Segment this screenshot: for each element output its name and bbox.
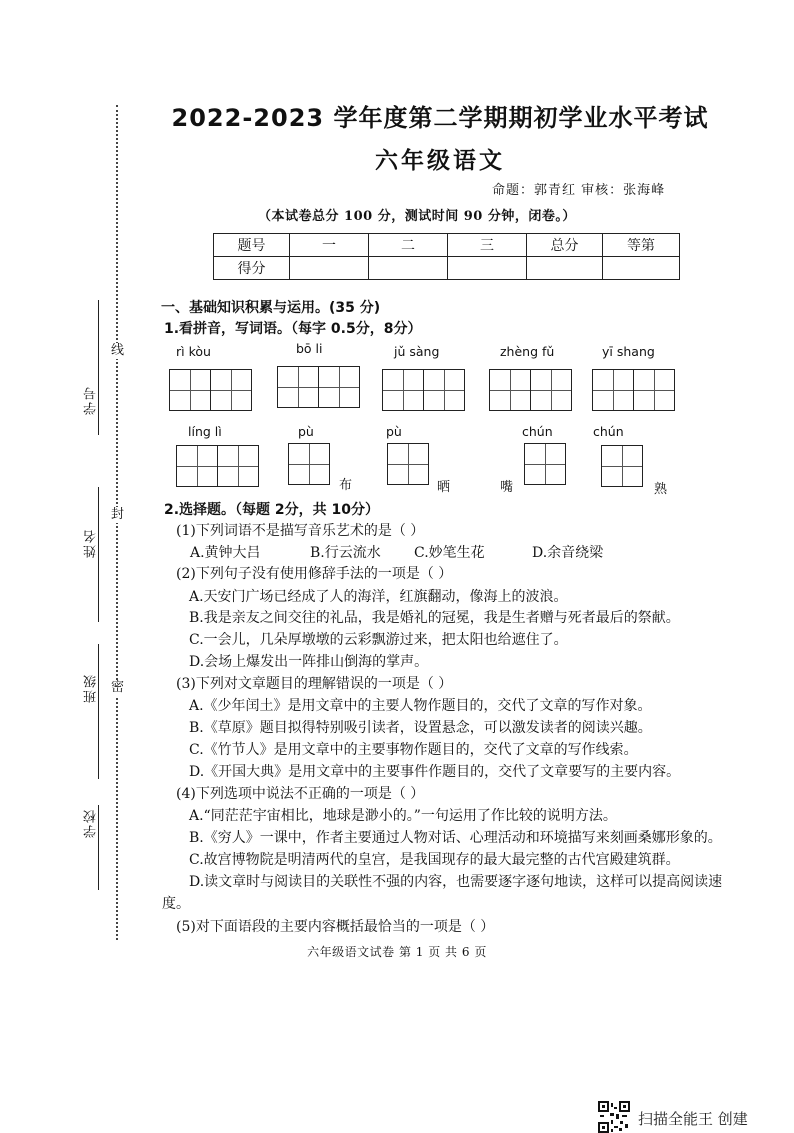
- word-prefix: 嘴: [500, 480, 514, 495]
- score-input-cell[interactable]: [290, 257, 369, 280]
- exam-note: （本试卷总分 100 分，测试时间 90 分钟，闭卷。）: [258, 209, 576, 224]
- word-suffix: 布: [339, 478, 353, 493]
- score-table-header-row: [214, 234, 680, 257]
- q2-4-option-a[interactable]: A.“同茫茫宇宙相比，地球是渺小的。”一句运用了作比较的说明方法。: [189, 808, 617, 824]
- pinyin-label: bō li: [296, 341, 323, 356]
- pinyin-label: rì kòu: [176, 344, 211, 359]
- author-line: 命题：郭青红 审核：张海峰: [492, 183, 666, 198]
- score-header-cell: 三: [448, 234, 527, 257]
- writing-grid[interactable]: [288, 443, 330, 485]
- q2-3-option-b[interactable]: B.《草原》题目拟得特别吸引读者，设置悬念，可以激发读者的阅读兴趣。: [189, 720, 652, 736]
- pinyin-label: chún: [522, 424, 553, 439]
- class-line[interactable]: [98, 644, 99, 779]
- q2-2-option-d[interactable]: D.会场上爆发出一阵排山倒海的掌声。: [189, 654, 429, 670]
- q2-2-option-c[interactable]: C.一会儿，几朵厚墩墩的云彩飘游过来，把太阳也给遮住了。: [189, 632, 568, 648]
- writing-grid[interactable]: [387, 443, 429, 485]
- writing-grid[interactable]: [592, 369, 675, 411]
- q2-2-option-b[interactable]: B.我是亲友之间交往的礼品，我是婚礼的冠冕，我是生者赠与死者最后的祭献。: [189, 610, 680, 626]
- q2-2-stem: (2)下列句子没有使用修辞手法的一项是（ ）: [176, 566, 453, 582]
- score-header-cell: 总分: [527, 234, 603, 257]
- binding-char-xian: 线: [111, 343, 125, 358]
- class-label: 班级: [84, 673, 99, 703]
- student-id-label: 学号: [84, 385, 99, 415]
- binding-char-mi: 密: [111, 680, 125, 695]
- writing-grid[interactable]: [489, 369, 572, 411]
- q2-4-stem: (4)下列选项中说法不正确的一项是（ ）: [176, 786, 425, 802]
- school-label: 学校: [84, 808, 99, 838]
- writing-grid[interactable]: [524, 443, 566, 485]
- q2-4-option-c[interactable]: C.故宫博物院是明清两代的皇宫，是我国现存的最大最完整的古代宫殿建筑群。: [189, 852, 680, 868]
- q2-4-option-d-cont: 度。: [162, 896, 190, 912]
- writing-grid[interactable]: [169, 369, 252, 411]
- q2-1-option-d[interactable]: D.余音绕梁: [532, 545, 604, 561]
- page-footer: 六年级语文试卷 第 1 页 共 6 页: [307, 945, 487, 959]
- name-label: 姓名: [84, 528, 99, 558]
- score-input-cell[interactable]: [369, 257, 448, 280]
- q2-3-option-c[interactable]: C.《竹节人》是用文章中的主要事物作题目的，交代了文章的写作线索。: [189, 742, 638, 758]
- writing-grid[interactable]: [176, 445, 259, 487]
- q2-1-option-c[interactable]: C.妙笔生花: [414, 545, 485, 561]
- score-table-score-row: [214, 257, 680, 280]
- pinyin-label: zhèng fǔ: [500, 344, 555, 359]
- qr-code-icon: [598, 1101, 630, 1133]
- pinyin-label: líng lì: [188, 424, 222, 439]
- word-suffix: 晒: [437, 480, 451, 495]
- q2-3-stem: (3)下列对文章题目的理解错误的一项是（ ）: [176, 676, 453, 692]
- section1-heading: 一、基础知识积累与运用。(35 分): [161, 300, 381, 316]
- pinyin-label: pù: [386, 424, 402, 439]
- q2-4-option-d[interactable]: D.读文章时与阅读目的关联性不强的内容，也需要逐字逐句地读，这样可以提高阅读速: [189, 874, 723, 890]
- score-input-cell[interactable]: [527, 257, 603, 280]
- q2-1-stem: (1)下列词语不是描写音乐艺术的是（ ）: [176, 523, 425, 539]
- score-input-cell[interactable]: [603, 257, 680, 280]
- q1-title: 1.看拼音，写词语。（每字 0.5分，8分）: [164, 321, 422, 337]
- writing-grid[interactable]: [277, 366, 360, 408]
- q2-1-option-a[interactable]: A.黄钟大吕: [190, 545, 261, 561]
- q2-3-option-a[interactable]: A.《少年闰土》是用文章中的主要人物作题目的，交代了文章的写作对象。: [189, 698, 652, 714]
- q2-1-option-b[interactable]: B.行云流水: [310, 545, 381, 561]
- q2-title: 2.选择题。（每题 2分，共 10分）: [164, 502, 380, 518]
- pinyin-label: yī shang: [602, 344, 655, 359]
- exam-title: 2022-2023 学年度第二学期期初学业水平考试: [171, 104, 709, 132]
- q2-5-stem: (5)对下面语段的主要内容概括最恰当的一项是（ ）: [176, 919, 495, 935]
- q2-4-option-b[interactable]: B.《穷人》一课中，作者主要通过人物对话、心理活动和环境描写来刻画桑娜形象的。: [189, 830, 722, 846]
- score-row-label: 得分: [214, 257, 290, 280]
- score-header-cell: 二: [369, 234, 448, 257]
- scanner-brand: 扫描全能王 创建: [638, 1110, 748, 1128]
- score-header-cell: 等第: [603, 234, 680, 257]
- pinyin-label: chún: [593, 424, 624, 439]
- q2-2-option-a[interactable]: A.天安门广场已经成了人的海洋，红旗翻动，像海上的波浪。: [189, 589, 568, 605]
- q2-3-option-d[interactable]: D.《开国大典》是用文章中的主要事件作题目的，交代了文章要写的主要内容。: [189, 764, 681, 780]
- pinyin-label: jǔ sàng: [394, 344, 440, 359]
- score-table: [213, 233, 680, 280]
- score-header-cell: 一: [290, 234, 369, 257]
- writing-grid[interactable]: [601, 445, 643, 487]
- score-input-cell[interactable]: [448, 257, 527, 280]
- writing-grid[interactable]: [382, 369, 465, 411]
- pinyin-label: pù: [298, 424, 314, 439]
- exam-subtitle: 六年级语文: [375, 147, 505, 174]
- binding-char-feng: 封: [111, 507, 125, 522]
- score-header-cell: 题号: [214, 234, 290, 257]
- word-suffix: 熟: [654, 482, 668, 497]
